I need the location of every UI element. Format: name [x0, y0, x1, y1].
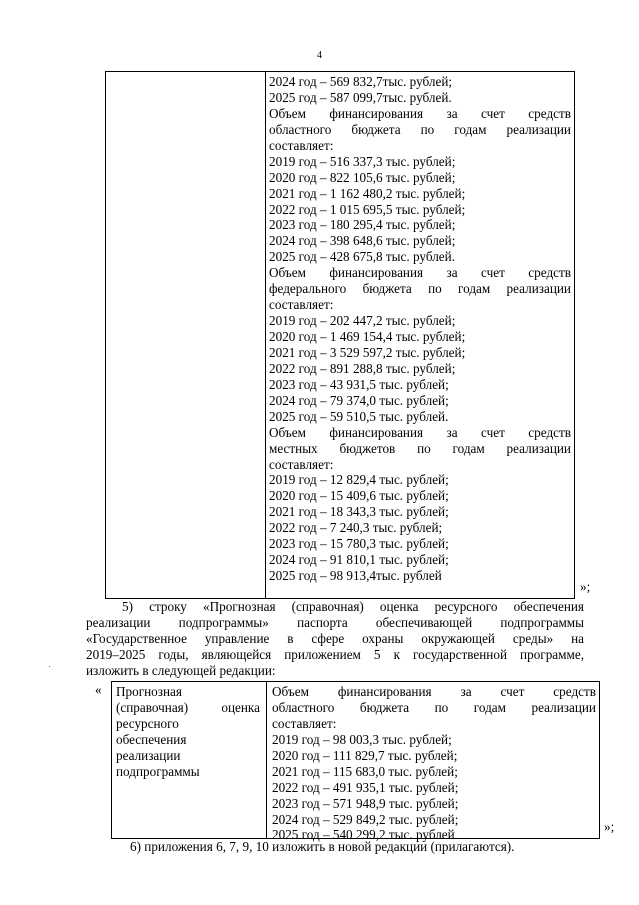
funding-line: 2024 год – 569 832,7тыс. рублей; — [269, 74, 453, 89]
funding-line: 2023 год – 43 931,5 тыс. рублей; — [269, 376, 449, 392]
funding-line: областного бюджета по годам реализации — [272, 699, 596, 715]
funding-line: составляет: — [269, 456, 334, 472]
funding-line: 2025 год – 428 675,8 тыс. рублей. — [269, 249, 455, 265]
funding-line: 2025 год – 587 099,7тыс. рублей. — [269, 89, 452, 105]
funding-line: 2020 год – 1 469 154,4 тыс. рублей; — [269, 329, 466, 344]
funding-line: 2019 год – 98 003,3 тыс. рублей; — [272, 731, 452, 747]
paragraph-item-5 — [86, 599, 584, 678]
funding-line: 2019 год – 202 447,2 тыс. рублей; — [269, 313, 456, 329]
funding-line: 2020 год – 111 829,7 тыс. рублей; — [272, 747, 458, 763]
funding-line: местных бюджетов по годам реализации — [269, 440, 571, 456]
funding-line: 2021 год – 115 683,0 тыс. рублей; — [272, 763, 458, 779]
funding-line: Объем финансирования за счет средств — [269, 105, 571, 121]
funding-line: Объем финансирования за счет средств — [269, 424, 571, 440]
paragraph-line: 2019–2025 годы, являющейся приложением 5 к государственной программе, — [86, 646, 584, 662]
funding-line: 2021 год – 1 162 480,2 тыс. рублей; — [269, 185, 466, 201]
funding-line: 2024 год – 529 849,2 тыс. рублей; — [272, 811, 459, 827]
funding-line: 2025 год – 540 299,2 тыс. рублей — [272, 827, 455, 843]
opening-quote: « — [95, 682, 102, 697]
paragraph-line: реализации подпрограммы» паспорта обеспечивающей подпрограммы — [86, 614, 584, 630]
funding-line: составляет: — [269, 137, 334, 153]
funding-table-right-cell — [269, 74, 571, 584]
funding-line: 2025 год – 59 510,5 тыс. рублей. — [269, 408, 449, 424]
label-line: обеспечения — [116, 731, 187, 747]
paragraph-line: изложить в следующей редакции: — [86, 662, 276, 678]
table-column-divider — [265, 72, 266, 598]
label-line: реализации — [116, 747, 181, 763]
funding-line: составляет: — [269, 297, 334, 313]
funding-line: 2019 год – 12 829,4 тыс. рублей; — [269, 472, 449, 488]
paragraph-line: «Государственное управление в сфере охраны окружающей среды» на — [86, 630, 584, 646]
funding-line: 2024 год – 91 810,1 тыс. рублей; — [269, 552, 449, 568]
funding-line: 2020 год – 15 409,6 тыс. рублей; — [269, 488, 449, 504]
label-line: (справочная) оценка — [116, 699, 260, 715]
paragraph-line: 5) строку «Прогнозная (справочная) оценка ресурсного обеспечения — [122, 599, 584, 614]
label-line: подпрограммы — [116, 763, 200, 779]
funding-line: 2022 год – 7 240,3 тыс. рублей; — [269, 520, 443, 536]
funding-line: 2021 год – 18 343,3 тыс. рублей; — [269, 504, 449, 520]
funding-line: 2021 год – 3 529 597,2 тыс. рублей; — [269, 344, 466, 360]
scan-speck — [49, 666, 50, 667]
funding-line: 2019 год – 516 337,3 тыс. рублей; — [269, 153, 456, 169]
funding-line: 2023 год – 15 780,3 тыс. рублей; — [269, 536, 449, 552]
closing-quote: »; — [604, 819, 615, 834]
funding-line: 2025 год – 98 913,4тыс. рублей — [269, 568, 442, 584]
funding-line: 2024 год – 79 374,0 тыс. рублей; — [269, 392, 449, 408]
funding-line: 2023 год – 571 948,9 тыс. рублей; — [272, 795, 459, 811]
subprogram-funding-value-cell — [272, 684, 596, 843]
label-line: ресурсного — [116, 715, 179, 731]
funding-line: 2024 год – 398 648,6 тыс. рублей; — [269, 233, 456, 249]
label-line: Прогнозная — [116, 684, 182, 699]
closing-quote: »; — [580, 579, 591, 594]
page-number: 4 — [317, 50, 322, 61]
table-column-divider — [266, 682, 267, 838]
funding-line: Объем финансирования за счет средств — [269, 265, 571, 281]
funding-line: федерального бюджета по годам реализации — [269, 281, 571, 297]
funding-line: Объем финансирования за счет средств — [272, 684, 596, 699]
funding-line: областного бюджета по годам реализации — [269, 121, 571, 137]
paragraph-item-6: 6) приложения 6, 7, 9, 10 изложить в новой редакции (прилагаются). — [130, 839, 515, 854]
funding-line: 2022 год – 491 935,1 тыс. рублей; — [272, 779, 459, 795]
funding-line: составляет: — [272, 715, 337, 731]
funding-line: 2020 год – 822 105,6 тыс. рублей; — [269, 169, 456, 185]
funding-line: 2022 год – 1 015 695,5 тыс. рублей; — [269, 201, 466, 217]
funding-line: 2022 год – 891 288,8 тыс. рублей; — [269, 360, 456, 376]
subprogram-funding-label-cell — [116, 684, 260, 780]
funding-line: 2023 год – 180 295,4 тыс. рублей; — [269, 217, 456, 233]
